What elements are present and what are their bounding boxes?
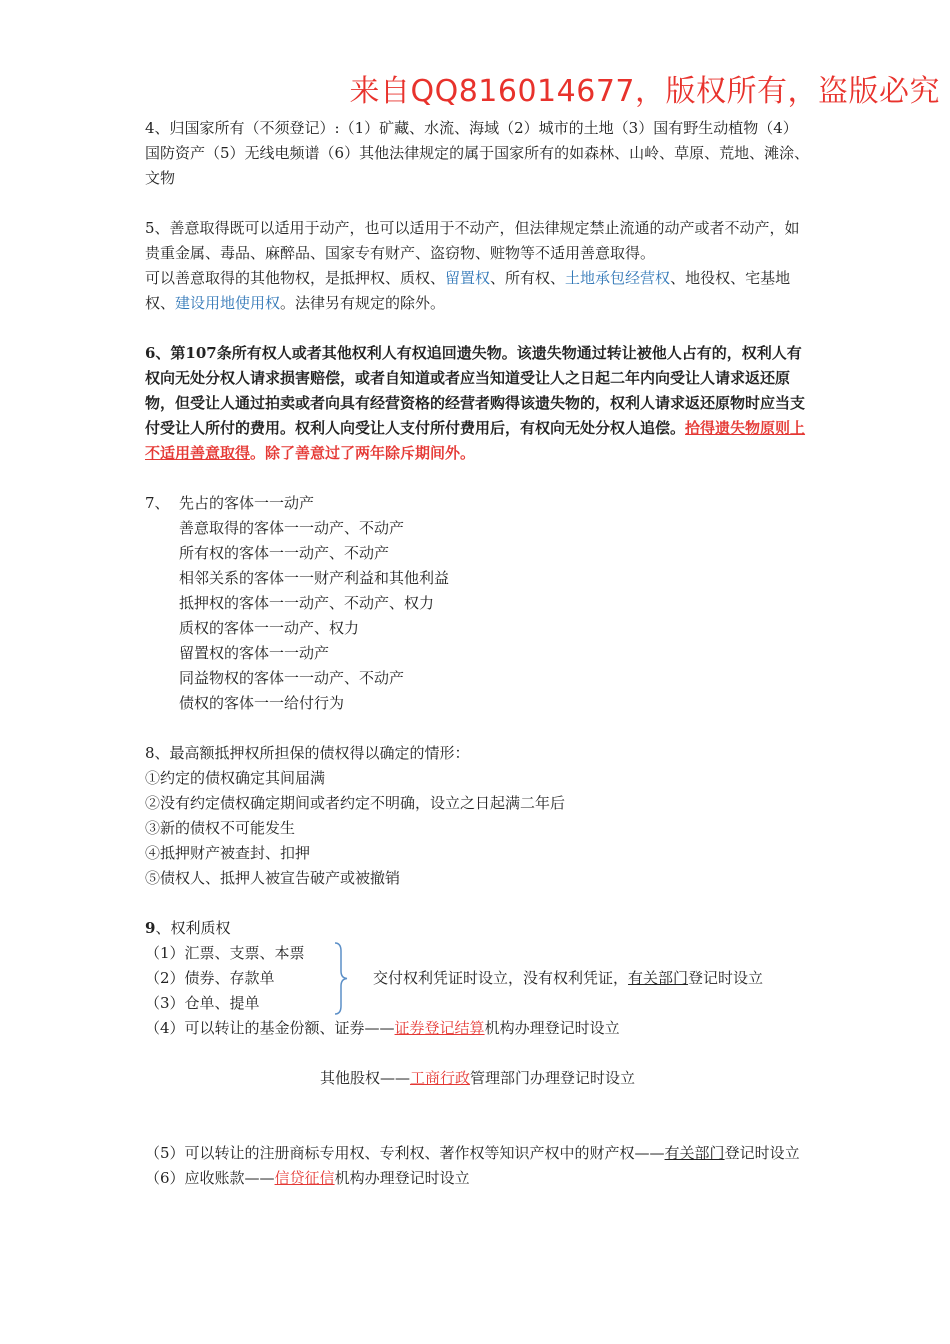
link-construction-land: 建设用地使用权 [175, 294, 281, 312]
right-brace-icon [331, 941, 355, 1016]
section-8-item: ④抵押财产被查封、扣押 [145, 844, 311, 862]
section-7-item: 抵押权的客体一一动产、不动产、权力 [179, 594, 435, 612]
section-7-number: 7、 [145, 494, 170, 512]
underlined-term: 证券登记结算 [394, 1019, 485, 1037]
section-7-item: 先占的客体一一动产 [179, 494, 315, 512]
section-9-item: （2）债券、存款单 [145, 969, 275, 987]
section-9-item-5: （5）可以转让的注册商标专用权、专利权、著作权等知识产权中的财产权——有关部门登记时设立 [145, 1144, 800, 1162]
section-7-item: 善意取得的客体一一动产、不动产 [179, 519, 405, 537]
section-8-item: ①约定的债权确定其间届满 [145, 769, 326, 787]
section-9-other-equity: 其他股权——工商行政管理部门办理登记时设立 [319, 1069, 636, 1087]
section-7 [145, 491, 810, 716]
section-9-brace-note: 交付权利凭证时设立，没有权利凭证，有关部门登记时设立 [373, 969, 764, 987]
underlined-term: 工商行政 [409, 1069, 470, 1087]
section-9-item: （3）仓单、提单 [145, 994, 260, 1012]
link-land-contract: 土地承包经营权 [565, 269, 671, 287]
section-7-item: 留置权的客体一一动产 [179, 644, 330, 662]
underlined-term: 有关部门 [628, 969, 689, 987]
section-8-item: ⑤债权人、抵押人被宣告破产或被撤销 [145, 869, 401, 887]
section-9 [145, 916, 810, 1191]
document-body [145, 116, 810, 1191]
underlined-term: 信贷征信 [274, 1169, 335, 1187]
section-6-red-tail: 。除了善意过了两年除斥期间外。 [250, 444, 476, 462]
section-4: 4、归国家所有（不须登记）:（1）矿藏、水流、海域（2）城市的土地（3）国有野生动植物（4）国防资产（5）无线电频谱（6）其他法律规定的属于国家所有的如森林、山岭、草原、荒地、滩涂、文物 [145, 119, 810, 187]
section-8 [145, 741, 810, 891]
section-7-item: 质权的客体一一动产、权力 [179, 619, 360, 637]
section-8-item: ③新的债权不可能发生 [145, 819, 296, 837]
link-lien: 留置权 [445, 269, 491, 287]
section-9-item: （1）汇票、支票、本票 [145, 944, 305, 962]
section-9-item-4: （4）可以转让的基金份额、证券——证券登记结算机构办理登记时设立 [145, 1019, 620, 1037]
section-5-line1: 5、善意取得既可以适用于动产，也可以适用于不动产，但法律规定禁止流通的动产或者不动产，如贵重金属、毒品、麻醉品、国家专有财产、盗窃物、赃物等不适用善意取得。 [145, 219, 800, 262]
section-7-item: 相邻关系的客体一一财产利益和其他利益 [179, 569, 450, 587]
section-6: 6、第107条所有权人或者其他权利人有权追回遗失物。该遗失物通过转让被他人占有的，权利人有权向无处分权人请求损害赔偿，或者自知道或者应当知道受让人之日起二年内向受让人请求返还原物，但受让人通过拍卖或者向具有经营资格的经营者购得该遗失物的，权利人请求返还原物时应当支付受让人所付的费用。权利人向受让人支付所付费用后，有权向无处分权人追偿。拾得遗失物原则上不适用善意取得。除了善意过了两年除斥期间外。 [145, 344, 806, 462]
section-5 [145, 216, 810, 316]
section-8-title: 8、最高额抵押权所担保的债权得以确定的情形： [145, 744, 470, 762]
section-6-highlight: 拾得遗失物原则上不适用善意取得 [145, 419, 806, 462]
section-7-item: 同益物权的客体一一动产、不动产 [179, 669, 405, 687]
section-8-item: ②没有约定债权确定期间或者约定不明确，设立之日起满二年后 [145, 794, 566, 812]
section-9-item-6: （6）应收账款——信贷征信机构办理登记时设立 [145, 1169, 470, 1187]
watermark: 来自QQ816014677，版权所有，盗版必究 [349, 74, 940, 109]
section-5-line2: 可以善意取得的其他物权，是抵押权、质权、留置权、所有权、土地承包经营权、地役权、宅基地权、建设用地使用权。法律另有规定的除外。 [145, 269, 791, 312]
underlined-term: 有关部门 [664, 1144, 725, 1162]
section-9-title: 9、权利质权 [145, 919, 231, 937]
section-7-item: 债权的客体一一给付行为 [179, 694, 345, 712]
section-7-item: 所有权的客体一一动产、不动产 [179, 544, 390, 562]
